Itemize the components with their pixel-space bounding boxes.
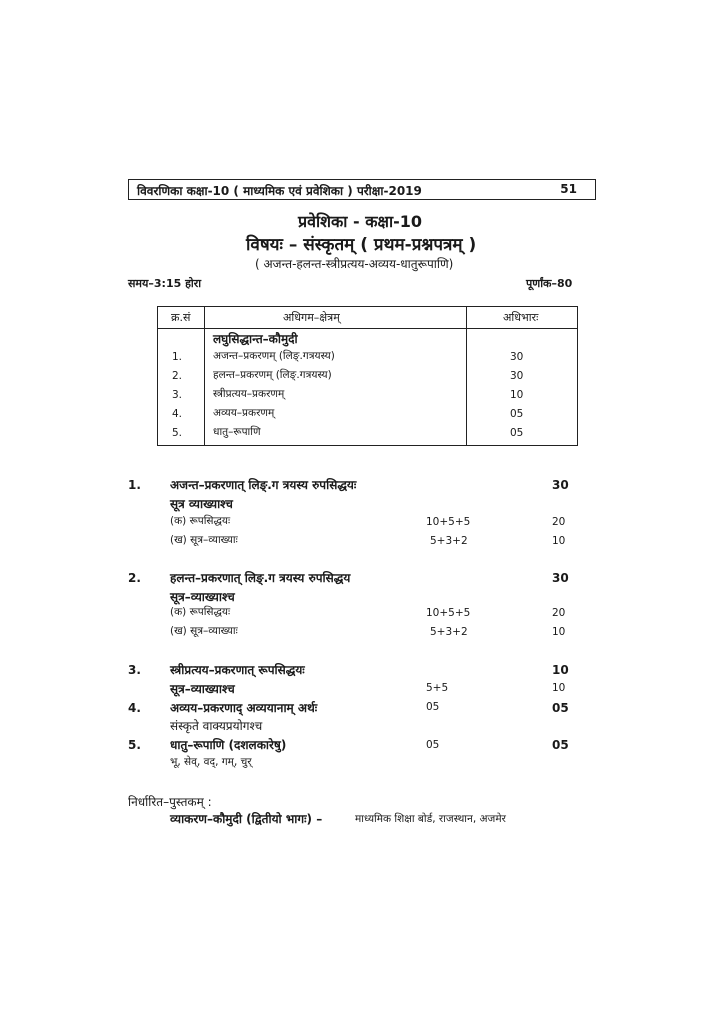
section-4-split: 05 (426, 701, 440, 713)
section-2-subtitle: सूत्र–व्याख्याश्च (170, 590, 235, 604)
table-header-serial: क्र.सं (171, 311, 191, 324)
table-row-marks: 30 (510, 351, 524, 363)
section-4-subtitle: संस्कृते वाक्यप्रयोगश्च (170, 719, 263, 733)
table-group-title: लघुसिद्धान्त–कौमुदी (213, 332, 298, 346)
section-1-item-label: (क) रूपसिद्धयः (170, 515, 231, 527)
section-1-item-marks: 20 (552, 516, 566, 528)
section-1-total: 30 (552, 478, 569, 492)
table-row-marks: 30 (510, 370, 524, 382)
table-row-marks: 10 (510, 389, 524, 401)
table-row-no: 5. (172, 427, 183, 439)
section-5-subtitle: भू, सेव्, वद्, गम्, चुर् (170, 756, 252, 768)
table-row-no: 2. (172, 370, 183, 382)
title-line-1: प्रवेशिका - कक्षा-10 (298, 212, 423, 231)
section-5-number: 5. (128, 738, 141, 752)
section-4-number: 4. (128, 701, 141, 715)
section-3-total: 10 (552, 663, 569, 677)
book-name: व्याकरण–कौमुदी (द्वितीयो भागः) – (170, 812, 323, 826)
books-heading: निर्धारित–पुस्तकम् : (128, 795, 212, 809)
section-5-total: 05 (552, 738, 569, 752)
book-publisher: माध्यमिक शिक्षा बोर्ड, राजस्थान, अजमेर (355, 813, 506, 825)
table-row-area: अव्यय–प्रकरणम् (213, 407, 275, 419)
section-1-subtitle: सूत्र व्याख्याश्च (170, 497, 233, 511)
table-row-area: अजन्त–प्रकरणम् (लिङ्.गत्रयस्य) (213, 350, 335, 362)
section-1-item-marks: 10 (552, 535, 566, 547)
section-2-item-marks: 20 (552, 607, 566, 619)
section-3-title: स्त्रीप्रत्यय–प्रकरणात् रूपसिद्धयः (170, 663, 305, 677)
table-row-marks: 05 (510, 427, 524, 439)
section-2-total: 30 (552, 571, 569, 585)
table-header-area: अधिगम–क्षेत्रम् (283, 311, 340, 324)
title-line-2: विषयः – संस्कृतम् ( प्रथम-प्रश्नपत्रम् ) (246, 235, 477, 255)
table-row-no: 1. (172, 351, 183, 363)
table-header-divider (158, 328, 577, 329)
exam-time: समय–3:15 होरा (128, 277, 202, 290)
section-3-split: 5+5 (426, 682, 449, 694)
section-2-item-split: 5+3+2 (430, 626, 468, 638)
header-title: विवरणिका कक्षा-10 ( माध्यमिक एवं प्रवेशिका ) परीक्षा-2019 (137, 184, 422, 198)
section-3-sub-marks: 10 (552, 682, 566, 694)
section-4-title: अव्यय–प्रकरणाद् अव्ययानाम् अर्थः (170, 701, 318, 715)
section-2-number: 2. (128, 571, 141, 585)
table-row-area: स्त्रीप्रत्यय–प्रकरणम् (213, 388, 285, 400)
section-2-item-split: 10+5+5 (426, 607, 471, 619)
table-col-divider-2 (466, 307, 467, 445)
section-1-item-split: 5+3+2 (430, 535, 468, 547)
table-row-no: 3. (172, 389, 183, 401)
section-2-title: हलन्त–प्रकरणात् लिङ्.ग त्रयस्य रुपसिद्धय (170, 571, 351, 585)
section-4-total: 05 (552, 701, 569, 715)
title-line-3: ( अजन्त-हलन्त-स्त्रीप्रत्यय-अव्यय-धातुरूपाणि) (255, 257, 454, 271)
section-5-split: 05 (426, 739, 440, 751)
running-header (128, 179, 596, 200)
table-row-marks: 05 (510, 408, 524, 420)
page-number: 51 (560, 182, 577, 196)
table-row-area: धातु–रूपाणि (213, 426, 261, 438)
section-2-item-label: (क) रूपसिद्धयः (170, 606, 231, 618)
weightage-table (157, 306, 578, 446)
section-1-item-label: (ख) सूत्र–व्याख्याः (170, 534, 238, 546)
table-header-weight: अधिभारः (503, 311, 539, 324)
table-row-area: हलन्त–प्रकरणम् (लिङ्.गत्रयस्य) (213, 369, 332, 381)
section-1-title: अजन्त–प्रकरणात् लिङ्.ग त्रयस्य रुपसिद्धयः (170, 478, 357, 492)
section-2-item-marks: 10 (552, 626, 566, 638)
section-1-number: 1. (128, 478, 141, 492)
section-1-item-split: 10+5+5 (426, 516, 471, 528)
section-5-title: धातु–रूपाणि (दशलकारेषु) (170, 738, 287, 752)
section-3-subtitle: सूत्र–व्याख्याश्च (170, 682, 235, 696)
section-3-number: 3. (128, 663, 141, 677)
table-col-divider-1 (204, 307, 205, 445)
full-marks: पूर्णांक–80 (526, 277, 573, 290)
table-row-no: 4. (172, 408, 183, 420)
section-2-item-label: (ख) सूत्र–व्याख्याः (170, 625, 238, 637)
